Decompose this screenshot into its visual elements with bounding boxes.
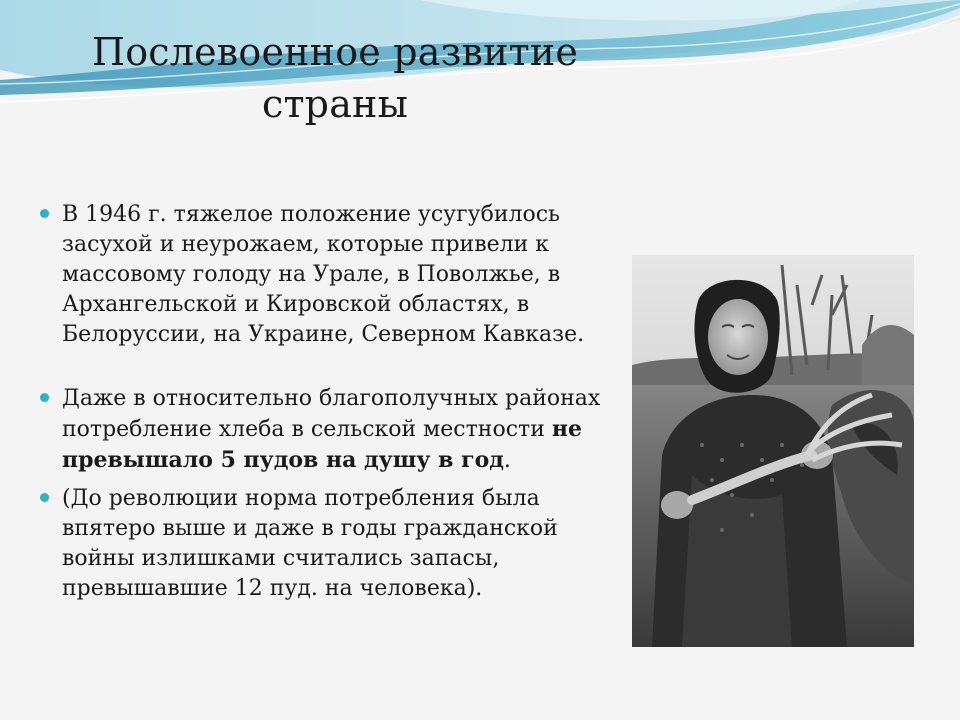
historical-photo [632,255,914,647]
bullet-text-prefix: Даже в относительно благополучных районах потребление хлеба в сельской местности [62,386,601,442]
title-line-1: Послевоенное развитие [91,30,579,74]
bullet-item-famine-1946 [38,200,618,350]
slide-title [40,26,630,130]
bullet-item-bread-consumption [38,384,618,476]
bullet-text: В 1946 г. тяжелое положение усугубилось засухой и неурожаем, которые привели к массовому голоду на Урале, в Поволжье, в Архангельской и Кировской областях, в Белоруссии, на Украине, Северном Кавказе. [62,202,585,347]
bullet-dot-icon [40,393,49,402]
bullet-text-suffix: . [503,448,511,473]
bullet-text: (До революции норма потребления была впятеро выше и даже в годы гражданской войны излишками считались запасы, превышавшие 12 пуд. на человека). [62,486,558,601]
bullet-dot-icon [40,493,49,502]
bullet-item-pre-revolution [38,484,618,604]
bullet-dot-icon [40,209,49,218]
peasant-woman-photo-icon [632,255,914,647]
title-line-2: страны [261,82,409,126]
bullet-list [38,200,618,604]
bullet-text-bold: не превышало 5 пудов на душу в год [62,416,582,473]
